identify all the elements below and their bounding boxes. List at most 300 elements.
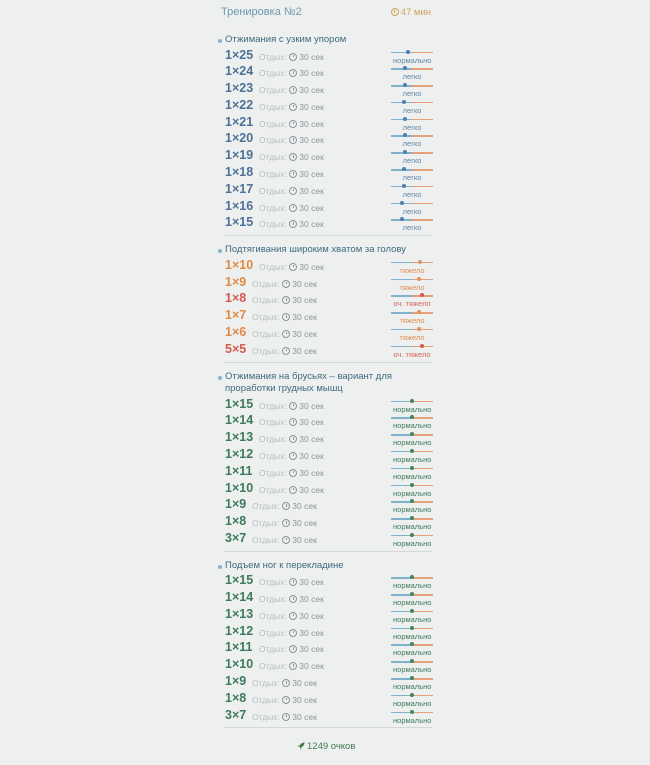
clock-icon — [282, 696, 290, 704]
difficulty-slider[interactable] — [391, 535, 433, 537]
difficulty-slider[interactable] — [391, 279, 433, 281]
set-rest — [252, 678, 317, 688]
bullet-icon — [218, 376, 222, 380]
set-rest — [252, 312, 317, 322]
difficulty-slider[interactable] — [391, 594, 433, 596]
slider-knob[interactable] — [403, 83, 407, 87]
slider-knob[interactable] — [410, 710, 414, 714]
rest-label: Отдых: — [259, 400, 287, 411]
set-reps: 1×15 — [225, 215, 254, 230]
set-row — [216, 147, 436, 164]
set-rest — [259, 451, 324, 461]
difficulty-label: нормально — [393, 471, 432, 481]
set-row — [216, 639, 436, 656]
slider-knob[interactable] — [410, 432, 414, 436]
set-reps: 5×5 — [225, 341, 247, 356]
rest-time: 30 сек — [299, 450, 324, 461]
difficulty-slider[interactable] — [391, 169, 433, 171]
set-reps: 1×10 — [225, 657, 254, 672]
exercise-header — [216, 244, 436, 257]
clock-icon — [282, 502, 290, 510]
set-reps: 1×14 — [225, 413, 254, 428]
set-reps: 1×6 — [225, 324, 247, 339]
set-reps: 1×10 — [225, 257, 254, 272]
slider-knob[interactable] — [400, 201, 404, 205]
slider-knob[interactable] — [417, 277, 421, 281]
clock-icon — [289, 103, 297, 111]
difficulty-label: нормально — [393, 648, 432, 658]
difficulty-slider[interactable] — [391, 203, 433, 205]
set-rest — [259, 594, 324, 604]
workout-title[interactable]: Тренировка №2 — [221, 6, 302, 18]
rest-time: 30 сек — [292, 312, 317, 323]
difficulty-slider[interactable] — [391, 68, 433, 70]
exercise-name[interactable]: Подъем ног к перекладине — [225, 559, 344, 571]
clock-icon — [289, 662, 297, 670]
rest-label: Отдых: — [259, 101, 287, 112]
rest-label: Отдых: — [259, 610, 287, 621]
section-divider — [224, 551, 432, 552]
exercise-name[interactable]: Отжимания с узким упором — [225, 34, 347, 45]
rest-time: 30 сек — [299, 118, 324, 129]
clock-icon — [282, 536, 290, 544]
slider-knob[interactable] — [410, 592, 414, 596]
set-row — [216, 63, 436, 80]
difficulty-slider[interactable] — [391, 135, 433, 137]
difficulty-slider[interactable] — [391, 329, 433, 331]
difficulty-label: оч. тяжело — [393, 349, 431, 359]
rest-label: Отдых: — [252, 518, 280, 529]
workout-header — [221, 0, 431, 24]
set-rest — [259, 401, 324, 411]
set-reps: 1×12 — [225, 623, 254, 638]
set-rest — [252, 712, 317, 722]
set-reps: 1×19 — [225, 148, 254, 163]
difficulty-label: легко — [402, 122, 422, 132]
difficulty-label: тяжело — [399, 265, 425, 275]
set-row — [216, 446, 436, 463]
set-row — [216, 114, 436, 131]
difficulty-slider[interactable] — [391, 611, 433, 613]
set-reps: 3×7 — [225, 530, 247, 545]
clock-icon — [289, 402, 297, 410]
clock-icon — [289, 263, 297, 271]
difficulty-label: нормально — [393, 438, 432, 448]
set-row — [216, 463, 436, 480]
difficulty-label: легко — [402, 89, 422, 99]
set-row — [216, 290, 436, 307]
set-reps: 1×12 — [225, 446, 254, 461]
set-rest — [252, 518, 317, 528]
slider-knob[interactable] — [410, 609, 414, 613]
set-reps: 1×16 — [225, 198, 254, 213]
set-row — [216, 307, 436, 324]
exercise-name[interactable]: Отжимания на брусьях – вариант для проработки грудных мышц — [225, 370, 393, 395]
slider-knob[interactable] — [410, 516, 414, 520]
clock-icon — [289, 120, 297, 128]
clock-icon — [289, 645, 297, 653]
set-rest — [259, 85, 324, 95]
slider-knob[interactable] — [410, 415, 414, 419]
difficulty-slider[interactable] — [391, 85, 433, 87]
rest-time: 30 сек — [292, 678, 317, 688]
clock-icon — [289, 629, 297, 637]
set-reps: 1×11 — [225, 640, 253, 655]
set-rest — [252, 535, 317, 545]
rest-label: Отдых: — [259, 202, 287, 213]
clock-icon — [289, 469, 297, 477]
set-row — [216, 97, 436, 114]
set-rest — [259, 661, 324, 671]
set-reps: 1×11 — [225, 463, 253, 478]
clock-icon — [289, 452, 297, 460]
slider-knob[interactable] — [406, 50, 410, 54]
rest-label: Отдых: — [259, 644, 287, 655]
set-row — [216, 80, 436, 97]
clock-icon — [282, 679, 290, 687]
difficulty-slider[interactable] — [391, 501, 433, 503]
rest-label: Отдых: — [252, 295, 280, 306]
difficulty-slider[interactable] — [391, 401, 433, 403]
clock-icon — [289, 418, 297, 426]
clock-icon — [289, 204, 297, 212]
rest-label: Отдых: — [259, 169, 287, 180]
set-reps: 1×20 — [225, 131, 254, 146]
set-row — [216, 341, 436, 358]
points-value: 1249 очков — [307, 741, 356, 752]
set-rest — [252, 695, 317, 705]
set-rest — [259, 68, 324, 78]
set-rest — [252, 329, 317, 339]
rest-time: 30 сек — [292, 501, 317, 512]
rest-time: 30 сек — [292, 518, 317, 529]
rest-label: Отдых: — [259, 594, 287, 605]
set-rest — [259, 417, 324, 427]
rest-label: Отдых: — [259, 627, 287, 638]
set-rest — [259, 186, 324, 196]
exercise-section — [216, 244, 436, 362]
rest-label: Отдых: — [252, 694, 280, 705]
rest-time: 30 сек — [292, 345, 317, 356]
set-reps: 1×24 — [225, 64, 254, 79]
exercise-section — [216, 371, 436, 552]
slider-knob[interactable] — [410, 693, 414, 697]
workout-duration — [391, 7, 431, 18]
set-row — [216, 589, 436, 606]
rest-time: 30 сек — [299, 51, 324, 62]
rest-time: 30 сек — [299, 219, 324, 230]
slider-knob[interactable] — [402, 100, 406, 104]
bullet-icon — [218, 565, 222, 569]
rest-label: Отдых: — [252, 278, 280, 289]
set-rest — [259, 611, 324, 621]
set-row — [216, 214, 436, 231]
set-reps: 1×9 — [225, 274, 247, 289]
difficulty-slider[interactable] — [391, 678, 433, 680]
rest-time: 30 сек — [299, 577, 324, 588]
clock-icon — [282, 296, 290, 304]
set-reps: 1×8 — [225, 291, 247, 306]
clock-icon — [289, 136, 297, 144]
difficulty-slider[interactable] — [391, 695, 433, 697]
slider-knob[interactable] — [410, 575, 414, 579]
difficulty-slider[interactable] — [391, 186, 433, 188]
difficulty-slider[interactable] — [391, 417, 433, 419]
set-reps: 1×10 — [225, 480, 254, 495]
duration-value: 47 мин — [400, 7, 431, 18]
slider-knob[interactable] — [410, 449, 414, 453]
rocket-icon — [297, 742, 305, 750]
rest-label: Отдых: — [259, 577, 287, 588]
rest-time: 30 сек — [299, 417, 324, 428]
exercise-header — [216, 371, 436, 396]
rest-time: 30 сек — [292, 711, 317, 722]
rest-time: 30 сек — [292, 534, 317, 545]
difficulty-slider[interactable] — [391, 518, 433, 520]
rest-time: 30 сек — [292, 278, 317, 289]
set-row — [216, 656, 436, 673]
set-row — [216, 396, 436, 413]
set-row — [216, 480, 436, 497]
difficulty-label: нормально — [393, 404, 432, 414]
rest-label: Отдых: — [259, 450, 287, 461]
difficulty-slider[interactable] — [391, 468, 433, 470]
clock-icon — [289, 86, 297, 94]
set-row — [216, 673, 436, 690]
clock-icon — [289, 578, 297, 586]
set-rest — [259, 485, 324, 495]
slider-knob[interactable] — [410, 399, 414, 403]
slider-knob[interactable] — [403, 133, 407, 137]
set-rest — [252, 501, 317, 511]
slider-knob[interactable] — [417, 327, 421, 331]
set-row — [216, 181, 436, 198]
difficulty-slider[interactable] — [391, 52, 433, 54]
rest-label: Отдых: — [259, 417, 287, 428]
difficulty-label: нормально — [393, 715, 432, 725]
rest-time: 30 сек — [299, 185, 324, 196]
section-divider — [224, 362, 432, 363]
rest-label: Отдых: — [259, 152, 287, 163]
rest-time: 30 сек — [292, 328, 317, 339]
slider-knob[interactable] — [410, 642, 414, 646]
set-row — [216, 47, 436, 64]
exercise-header — [216, 34, 436, 47]
clock-icon — [289, 486, 297, 494]
clock-icon — [289, 53, 297, 61]
set-row — [216, 130, 436, 147]
exercise-section — [216, 34, 436, 236]
slider-knob[interactable] — [402, 184, 406, 188]
set-row — [216, 164, 436, 181]
set-reps: 1×21 — [225, 114, 254, 129]
difficulty-slider[interactable] — [391, 577, 433, 579]
set-reps: 1×15 — [225, 396, 254, 411]
rest-time: 30 сек — [299, 152, 324, 163]
slider-knob[interactable] — [403, 117, 407, 121]
set-row — [216, 496, 436, 513]
rest-time: 30 сек — [299, 101, 324, 112]
set-reps: 1×14 — [225, 590, 254, 605]
rest-time: 30 сек — [299, 202, 324, 213]
slider-knob[interactable] — [418, 260, 422, 264]
slider-knob[interactable] — [403, 66, 407, 70]
set-reps: 1×8 — [225, 690, 247, 705]
clock-icon — [282, 519, 290, 527]
set-row — [216, 623, 436, 640]
set-row — [216, 412, 436, 429]
set-rest — [252, 279, 317, 289]
slider-knob[interactable] — [417, 310, 421, 314]
rest-label: Отдых: — [259, 661, 287, 672]
rest-time: 30 сек — [299, 594, 324, 605]
difficulty-slider[interactable] — [391, 102, 433, 104]
set-rest — [259, 219, 324, 229]
difficulty-label: легко — [402, 189, 422, 199]
difficulty-slider[interactable] — [391, 312, 433, 314]
slider-knob[interactable] — [420, 293, 424, 297]
set-row — [216, 274, 436, 291]
rest-label: Отдых: — [259, 185, 287, 196]
rest-label: Отдых: — [259, 467, 287, 478]
set-reps: 1×9 — [225, 674, 247, 688]
set-reps: 3×7 — [225, 707, 247, 722]
slider-knob[interactable] — [403, 150, 407, 154]
difficulty-slider[interactable] — [391, 262, 433, 264]
slider-knob[interactable] — [410, 676, 414, 680]
clock-icon — [282, 713, 290, 721]
set-reps: 1×13 — [225, 606, 254, 621]
difficulty-slider[interactable] — [391, 295, 433, 297]
set-reps: 1×15 — [225, 573, 254, 588]
set-reps: 1×7 — [225, 308, 247, 323]
difficulty-slider[interactable] — [391, 485, 433, 487]
rest-label: Отдых: — [252, 534, 280, 545]
set-reps: 1×25 — [225, 47, 254, 62]
difficulty-slider[interactable] — [391, 152, 433, 154]
rest-label: Отдых: — [252, 328, 280, 339]
difficulty-label: легко — [402, 139, 422, 149]
difficulty-slider[interactable] — [391, 451, 433, 453]
rest-time: 30 сек — [299, 627, 324, 638]
slider-knob[interactable] — [402, 167, 406, 171]
set-rest — [259, 102, 324, 112]
clock-icon — [282, 313, 290, 321]
rest-label: Отдых: — [259, 51, 287, 62]
set-row — [216, 198, 436, 215]
difficulty-slider[interactable] — [391, 346, 433, 348]
clock-icon — [282, 330, 290, 338]
set-rest — [259, 262, 324, 272]
set-rest — [259, 119, 324, 129]
rest-label: Отдых: — [252, 711, 280, 722]
rest-label: Отдых: — [259, 434, 287, 445]
exercise-header — [216, 560, 436, 573]
difficulty-slider[interactable] — [391, 628, 433, 630]
difficulty-label: легко — [402, 156, 422, 166]
set-row — [216, 257, 436, 274]
set-rest — [259, 577, 324, 587]
difficulty-label: легко — [402, 105, 422, 115]
set-rest — [252, 346, 317, 356]
slider-knob[interactable] — [410, 466, 414, 470]
rest-time: 30 сек — [299, 644, 324, 655]
difficulty-label: нормально — [393, 421, 432, 431]
difficulty-label: нормально — [393, 488, 432, 498]
difficulty-label: нормально — [393, 55, 432, 65]
section-divider — [224, 727, 432, 728]
set-row — [216, 572, 436, 589]
set-row — [216, 513, 436, 530]
difficulty-label: нормально — [393, 614, 432, 624]
slider-knob[interactable] — [410, 659, 414, 663]
difficulty-label: нормально — [393, 538, 432, 548]
slider-knob[interactable] — [400, 217, 404, 221]
clock-icon — [282, 347, 290, 355]
set-rest — [259, 628, 324, 638]
difficulty-label: легко — [402, 173, 422, 183]
set-reps: 1×18 — [225, 165, 254, 180]
clock-icon — [289, 595, 297, 603]
difficulty-slider[interactable] — [391, 119, 433, 121]
clock-icon — [282, 280, 290, 288]
slider-knob[interactable] — [410, 499, 414, 503]
set-rest — [259, 644, 324, 654]
difficulty-label: легко — [402, 223, 422, 233]
section-divider — [224, 235, 432, 236]
slider-knob[interactable] — [410, 533, 414, 537]
rest-label: Отдых: — [259, 135, 287, 146]
difficulty-label: нормально — [393, 522, 432, 532]
rest-time: 30 сек — [299, 661, 324, 672]
rest-time: 30 сек — [299, 434, 324, 445]
set-rest — [259, 468, 324, 478]
rest-time: 30 сек — [299, 610, 324, 621]
difficulty-label: нормально — [393, 682, 432, 691]
difficulty-slider[interactable] — [391, 644, 433, 646]
difficulty-label: нормально — [393, 598, 432, 608]
difficulty-slider[interactable] — [391, 219, 433, 221]
exercise-name[interactable]: Подтягивания широким хватом за голову — [225, 244, 406, 256]
set-rest — [259, 203, 324, 213]
clock-icon — [289, 187, 297, 195]
difficulty-slider[interactable] — [391, 434, 433, 436]
slider-knob[interactable] — [410, 483, 414, 487]
rest-time: 30 сек — [299, 169, 324, 180]
rest-label: Отдых: — [252, 312, 280, 323]
set-reps: 1×9 — [225, 497, 247, 512]
difficulty-slider[interactable] — [391, 661, 433, 663]
set-rest — [252, 295, 317, 305]
clock-icon — [289, 220, 297, 228]
difficulty-slider[interactable] — [391, 712, 433, 714]
rest-label: Отдых: — [252, 501, 280, 512]
difficulty-label: нормально — [393, 698, 432, 708]
rest-label: Отдых: — [252, 678, 280, 688]
points-footer — [297, 741, 355, 752]
clock-icon — [289, 435, 297, 443]
set-row — [216, 530, 436, 547]
clock-icon — [289, 170, 297, 178]
rest-time: 30 сек — [299, 467, 324, 478]
difficulty-label: оч. тяжело — [393, 299, 431, 309]
difficulty-label: нормально — [393, 454, 432, 464]
slider-knob[interactable] — [420, 344, 424, 348]
set-rest — [259, 434, 324, 444]
set-row — [216, 707, 436, 724]
rest-time: 30 сек — [292, 694, 317, 705]
slider-knob[interactable] — [410, 626, 414, 630]
